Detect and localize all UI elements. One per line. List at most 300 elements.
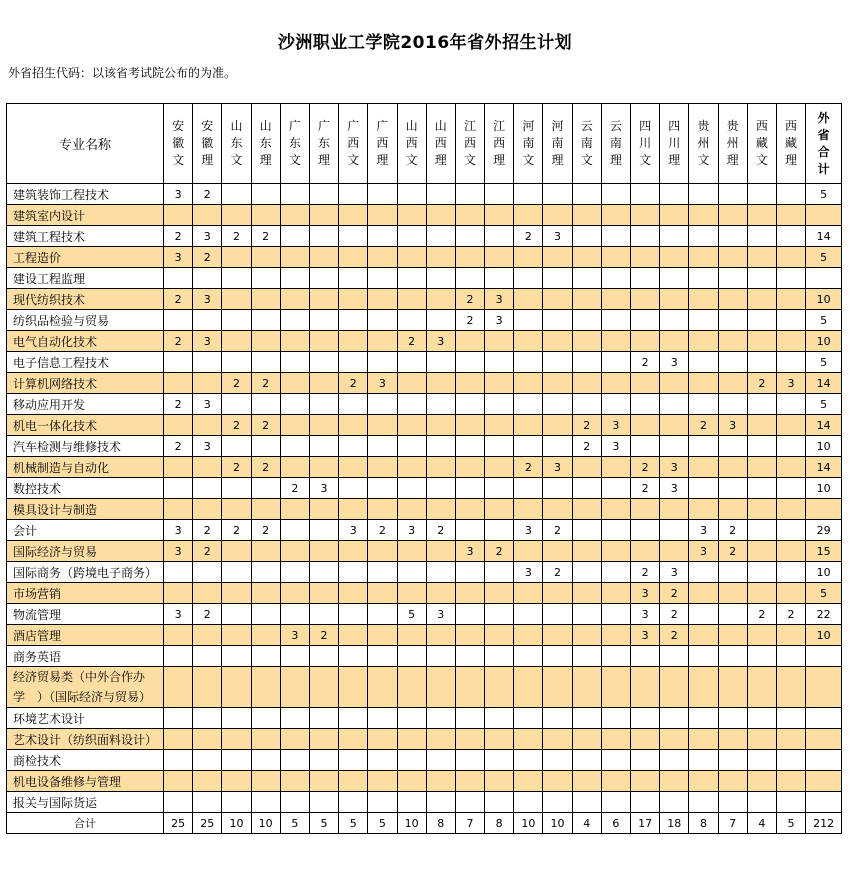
quota-cell: [572, 289, 601, 310]
quota-cell: [660, 184, 689, 205]
quota-cell: 3: [193, 394, 222, 415]
quota-cell: [368, 750, 397, 771]
quota-cell: [222, 289, 251, 310]
quota-cell: [309, 792, 338, 813]
quota-cell: [164, 646, 193, 667]
quota-cell: [455, 583, 484, 604]
quota-cell: [397, 792, 426, 813]
quota-cell: [280, 646, 309, 667]
quota-cell: [222, 792, 251, 813]
quota-cell: [572, 625, 601, 646]
quota-cell: [280, 184, 309, 205]
row-total-cell: 5: [806, 247, 842, 268]
quota-cell: [718, 478, 747, 499]
quota-cell: [339, 604, 368, 625]
quota-cell: 3: [164, 184, 193, 205]
sum-row: [7, 813, 842, 834]
quota-cell: [747, 352, 776, 373]
quota-cell: [776, 750, 805, 771]
quota-cell: [455, 457, 484, 478]
quota-cell: [309, 289, 338, 310]
quota-cell: [222, 310, 251, 331]
quota-cell: [718, 310, 747, 331]
quota-cell: [543, 310, 572, 331]
quota-cell: [222, 499, 251, 520]
quota-cell: [280, 520, 309, 541]
quota-cell: [543, 205, 572, 226]
quota-cell: [747, 499, 776, 520]
quota-cell: 2: [543, 562, 572, 583]
quota-cell: [514, 184, 543, 205]
quota-cell: [601, 667, 630, 708]
quota-cell: [514, 646, 543, 667]
quota-cell: [601, 499, 630, 520]
quota-cell: [339, 478, 368, 499]
quota-cell: [193, 415, 222, 436]
quota-cell: [689, 750, 718, 771]
quota-cell: [397, 729, 426, 750]
quota-cell: [543, 478, 572, 499]
quota-cell: [339, 771, 368, 792]
sum-cell: 5: [339, 813, 368, 834]
quota-cell: [426, 184, 455, 205]
quota-cell: 3: [397, 520, 426, 541]
quota-cell: [485, 729, 514, 750]
quota-cell: [280, 226, 309, 247]
quota-cell: [339, 226, 368, 247]
major-name-cell: 建筑工程技术: [7, 226, 164, 247]
table-row: [7, 268, 842, 289]
quota-cell: 2: [251, 457, 280, 478]
quota-cell: [222, 436, 251, 457]
quota-cell: [543, 792, 572, 813]
major-name-cell: 国际商务（跨境电子商务）: [7, 562, 164, 583]
quota-cell: [309, 331, 338, 352]
table-row: [7, 708, 842, 729]
quota-cell: [339, 247, 368, 268]
province-column-header: 云 南 文: [572, 104, 601, 184]
quota-cell: [397, 310, 426, 331]
quota-cell: [193, 478, 222, 499]
table-row: [7, 520, 842, 541]
quota-cell: 3: [514, 520, 543, 541]
quota-cell: [660, 205, 689, 226]
quota-cell: 3: [164, 541, 193, 562]
major-name-cell: 电子信息工程技术: [7, 352, 164, 373]
table-row: [7, 667, 842, 708]
quota-cell: 3: [660, 457, 689, 478]
sum-cell: 7: [455, 813, 484, 834]
province-column-header: 贵 州 理: [718, 104, 747, 184]
quota-cell: [747, 478, 776, 499]
sum-cell: 10: [251, 813, 280, 834]
quota-cell: [485, 750, 514, 771]
quota-cell: [514, 205, 543, 226]
quota-cell: 3: [193, 226, 222, 247]
quota-cell: [280, 771, 309, 792]
quota-cell: [776, 436, 805, 457]
quota-cell: [514, 478, 543, 499]
quota-cell: [339, 562, 368, 583]
quota-cell: [339, 184, 368, 205]
row-total-cell: 10: [806, 478, 842, 499]
row-total-cell: [806, 205, 842, 226]
quota-cell: [689, 331, 718, 352]
quota-cell: [251, 478, 280, 499]
quota-cell: [601, 604, 630, 625]
quota-cell: 3: [514, 562, 543, 583]
sum-label: 合计: [7, 813, 164, 834]
quota-cell: [426, 541, 455, 562]
table-row: [7, 771, 842, 792]
quota-cell: [660, 226, 689, 247]
quota-cell: [485, 394, 514, 415]
quota-cell: [222, 331, 251, 352]
quota-cell: [689, 625, 718, 646]
quota-cell: [251, 562, 280, 583]
quota-cell: [776, 415, 805, 436]
quota-cell: [309, 184, 338, 205]
quota-cell: [747, 541, 776, 562]
row-total-cell: [806, 708, 842, 729]
quota-cell: [689, 667, 718, 708]
quota-cell: [164, 478, 193, 499]
quota-cell: [280, 205, 309, 226]
quota-cell: 2: [164, 226, 193, 247]
row-total-cell: 10: [806, 331, 842, 352]
quota-cell: [368, 499, 397, 520]
quota-cell: [222, 625, 251, 646]
quota-cell: 2: [631, 457, 660, 478]
quota-cell: [776, 646, 805, 667]
quota-cell: [631, 792, 660, 813]
quota-cell: [280, 331, 309, 352]
quota-cell: [280, 562, 309, 583]
table-row: [7, 646, 842, 667]
quota-cell: [455, 226, 484, 247]
quota-cell: [572, 729, 601, 750]
quota-cell: [689, 247, 718, 268]
quota-cell: [776, 583, 805, 604]
quota-cell: [543, 625, 572, 646]
sum-cell: 25: [164, 813, 193, 834]
row-total-cell: 15: [806, 541, 842, 562]
quota-cell: 2: [660, 625, 689, 646]
quota-cell: [164, 792, 193, 813]
quota-cell: [397, 708, 426, 729]
quota-cell: [368, 646, 397, 667]
quota-cell: [572, 792, 601, 813]
quota-cell: [485, 331, 514, 352]
quota-cell: [747, 247, 776, 268]
quota-cell: [280, 394, 309, 415]
quota-cell: [747, 268, 776, 289]
quota-cell: [309, 205, 338, 226]
province-column-header: 广 东 文: [280, 104, 309, 184]
quota-cell: [631, 646, 660, 667]
quota-cell: [601, 708, 630, 729]
quota-cell: [718, 604, 747, 625]
quota-cell: [251, 792, 280, 813]
quota-cell: [309, 499, 338, 520]
quota-cell: [426, 583, 455, 604]
quota-cell: [776, 289, 805, 310]
major-name-cell: 数控技术: [7, 478, 164, 499]
quota-cell: [251, 646, 280, 667]
row-total-cell: 14: [806, 373, 842, 394]
row-total-cell: [806, 792, 842, 813]
quota-cell: [543, 499, 572, 520]
quota-cell: [426, 394, 455, 415]
quota-cell: [339, 289, 368, 310]
quota-cell: 3: [368, 373, 397, 394]
major-name-cell: 建筑装饰工程技术: [7, 184, 164, 205]
table-row: [7, 792, 842, 813]
quota-cell: [718, 289, 747, 310]
quota-cell: [747, 750, 776, 771]
quota-cell: [543, 771, 572, 792]
sum-cell: 10: [222, 813, 251, 834]
quota-cell: [631, 750, 660, 771]
table-row: [7, 583, 842, 604]
quota-cell: [747, 331, 776, 352]
table-header-row: [7, 104, 842, 184]
quota-cell: [251, 499, 280, 520]
quota-cell: [485, 499, 514, 520]
quota-cell: [339, 646, 368, 667]
quota-cell: [222, 562, 251, 583]
quota-cell: [339, 415, 368, 436]
quota-cell: [193, 646, 222, 667]
quota-cell: [485, 646, 514, 667]
quota-cell: 2: [660, 604, 689, 625]
quota-cell: [601, 268, 630, 289]
quota-cell: [747, 415, 776, 436]
quota-cell: [631, 289, 660, 310]
quota-cell: [397, 541, 426, 562]
quota-cell: [485, 184, 514, 205]
quota-cell: [689, 394, 718, 415]
quota-cell: [193, 729, 222, 750]
quota-cell: [514, 541, 543, 562]
quota-cell: [426, 373, 455, 394]
quota-cell: [193, 268, 222, 289]
quota-cell: [514, 331, 543, 352]
table-row: [7, 205, 842, 226]
major-name-cell: 商检技术: [7, 750, 164, 771]
quota-cell: [572, 457, 601, 478]
quota-cell: [397, 499, 426, 520]
quota-cell: [222, 729, 251, 750]
row-total-cell: 14: [806, 415, 842, 436]
quota-cell: [631, 205, 660, 226]
quota-cell: 2: [660, 583, 689, 604]
quota-cell: [572, 331, 601, 352]
quota-cell: [397, 352, 426, 373]
quota-cell: [397, 247, 426, 268]
province-column-header: 云 南 理: [601, 104, 630, 184]
quota-cell: [689, 436, 718, 457]
quota-cell: [309, 457, 338, 478]
quota-cell: [426, 499, 455, 520]
quota-cell: [251, 289, 280, 310]
quota-cell: [426, 625, 455, 646]
quota-cell: [747, 625, 776, 646]
quota-cell: [660, 520, 689, 541]
quota-cell: [514, 394, 543, 415]
table-row: [7, 310, 842, 331]
quota-cell: [747, 394, 776, 415]
quota-cell: [776, 457, 805, 478]
quota-cell: [514, 729, 543, 750]
row-total-cell: 5: [806, 352, 842, 373]
quota-cell: [747, 583, 776, 604]
quota-cell: [368, 478, 397, 499]
quota-cell: [747, 457, 776, 478]
quota-cell: 2: [631, 352, 660, 373]
quota-cell: [485, 562, 514, 583]
quota-cell: [368, 625, 397, 646]
sum-cell: 5: [776, 813, 805, 834]
quota-cell: [514, 792, 543, 813]
quota-cell: [631, 184, 660, 205]
quota-cell: [193, 583, 222, 604]
quota-cell: 2: [222, 226, 251, 247]
quota-cell: [426, 478, 455, 499]
quota-cell: [718, 625, 747, 646]
quota-cell: [543, 415, 572, 436]
quota-cell: [689, 457, 718, 478]
quota-cell: 2: [689, 415, 718, 436]
quota-cell: [660, 373, 689, 394]
province-column-header: 广 西 文: [339, 104, 368, 184]
quota-cell: [426, 562, 455, 583]
quota-cell: [747, 562, 776, 583]
quota-cell: 3: [485, 289, 514, 310]
quota-cell: [689, 373, 718, 394]
quota-cell: [339, 708, 368, 729]
quota-cell: [689, 583, 718, 604]
quota-cell: [455, 247, 484, 268]
quota-cell: [164, 415, 193, 436]
quota-cell: [776, 520, 805, 541]
quota-cell: 3: [776, 373, 805, 394]
quota-cell: [426, 708, 455, 729]
quota-cell: 2: [309, 625, 338, 646]
quota-cell: [718, 184, 747, 205]
quota-cell: [164, 499, 193, 520]
quota-cell: [718, 394, 747, 415]
quota-cell: [718, 352, 747, 373]
quota-cell: [747, 184, 776, 205]
table-row: [7, 750, 842, 771]
quota-cell: [660, 729, 689, 750]
province-column-header: 山 东 理: [251, 104, 280, 184]
quota-cell: [660, 436, 689, 457]
quota-cell: [601, 520, 630, 541]
out-of-province-total-header: 外 省 合 计: [806, 104, 842, 184]
quota-cell: [397, 205, 426, 226]
quota-cell: [572, 604, 601, 625]
quota-cell: [251, 331, 280, 352]
quota-cell: 3: [164, 604, 193, 625]
quota-cell: 2: [222, 415, 251, 436]
quota-cell: [631, 667, 660, 708]
sum-cell: 7: [718, 813, 747, 834]
quota-cell: [251, 750, 280, 771]
quota-cell: [601, 457, 630, 478]
quota-cell: 3: [426, 604, 455, 625]
quota-cell: 2: [747, 604, 776, 625]
quota-cell: [689, 205, 718, 226]
quota-cell: [164, 373, 193, 394]
province-column-header: 广 西 理: [368, 104, 397, 184]
quota-cell: [514, 436, 543, 457]
quota-cell: [601, 352, 630, 373]
quota-cell: [776, 205, 805, 226]
quota-cell: [514, 625, 543, 646]
quota-cell: [514, 750, 543, 771]
quota-cell: [776, 478, 805, 499]
quota-cell: [339, 394, 368, 415]
quota-cell: [309, 310, 338, 331]
quota-cell: [514, 583, 543, 604]
quota-cell: [718, 750, 747, 771]
quota-cell: [251, 729, 280, 750]
quota-cell: [601, 310, 630, 331]
quota-cell: [747, 667, 776, 708]
quota-cell: [485, 667, 514, 708]
quota-cell: [660, 268, 689, 289]
quota-cell: [485, 415, 514, 436]
province-column-header: 山 西 理: [426, 104, 455, 184]
quota-cell: [368, 457, 397, 478]
quota-cell: [660, 415, 689, 436]
row-total-cell: 29: [806, 520, 842, 541]
quota-cell: [222, 750, 251, 771]
quota-cell: [339, 625, 368, 646]
quota-cell: [776, 247, 805, 268]
quota-cell: [776, 541, 805, 562]
row-total-cell: [806, 750, 842, 771]
quota-cell: [426, 247, 455, 268]
row-total-cell: 10: [806, 625, 842, 646]
quota-cell: [193, 205, 222, 226]
quota-cell: [251, 541, 280, 562]
quota-cell: [309, 541, 338, 562]
quota-cell: [339, 457, 368, 478]
quota-cell: [572, 184, 601, 205]
quota-cell: [368, 771, 397, 792]
quota-cell: [631, 729, 660, 750]
quota-cell: [572, 373, 601, 394]
quota-cell: [222, 771, 251, 792]
province-column-header: 贵 州 文: [689, 104, 718, 184]
quota-cell: 2: [193, 541, 222, 562]
row-total-cell: 5: [806, 310, 842, 331]
quota-cell: [397, 268, 426, 289]
table-row: [7, 729, 842, 750]
quota-cell: [776, 331, 805, 352]
quota-cell: [718, 205, 747, 226]
province-column-header: 江 西 理: [485, 104, 514, 184]
quota-cell: [543, 436, 572, 457]
quota-cell: [689, 562, 718, 583]
quota-cell: [776, 792, 805, 813]
row-total-cell: 10: [806, 562, 842, 583]
quota-cell: [601, 562, 630, 583]
quota-cell: [514, 604, 543, 625]
